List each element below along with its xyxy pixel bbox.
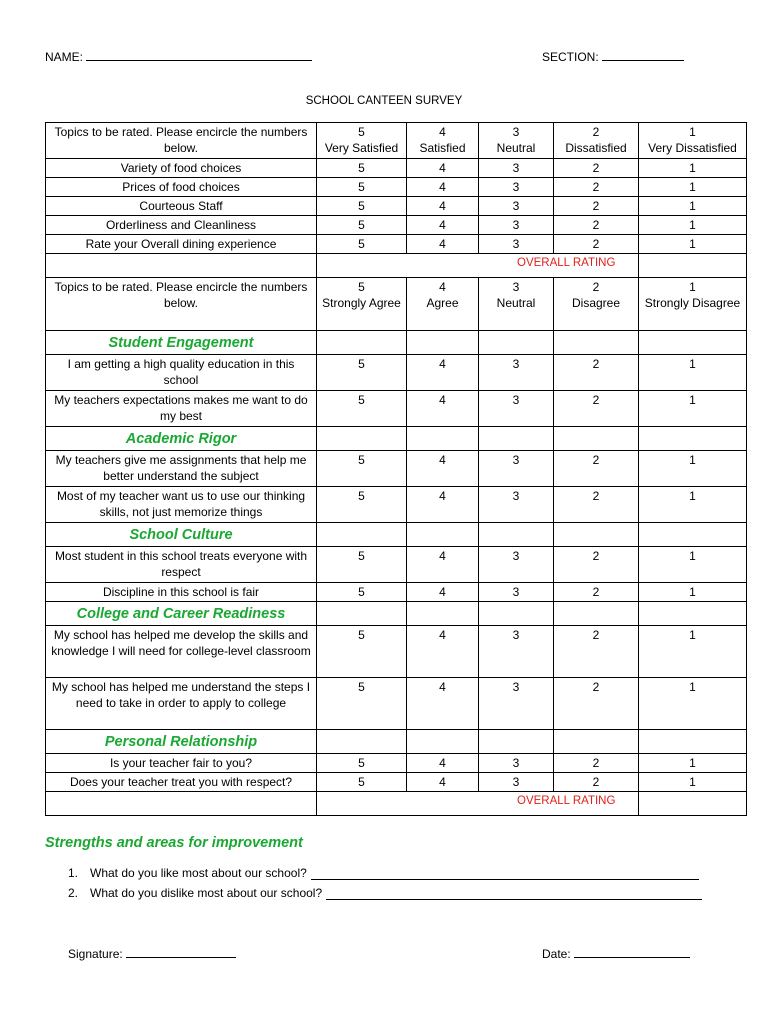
rating-option[interactable]: 5	[317, 678, 407, 730]
rating-option[interactable]: 1	[639, 583, 747, 602]
answer-line[interactable]	[311, 867, 699, 880]
rating-option[interactable]: 2	[554, 773, 639, 792]
scale-header-cell	[317, 123, 407, 159]
rating-option[interactable]: 2	[554, 487, 639, 523]
rating-option[interactable]: 3	[479, 391, 554, 427]
rating-option[interactable]: 3	[479, 197, 554, 216]
scale-label: Neutral	[496, 141, 536, 155]
scale-header-cell	[407, 278, 479, 331]
rating-option[interactable]: 1	[639, 235, 747, 254]
empty-cell	[479, 602, 554, 626]
rating-option[interactable]: 2	[554, 159, 639, 178]
section-row	[46, 730, 747, 754]
overall-spacer	[46, 792, 317, 816]
rating-option[interactable]: 5	[317, 159, 407, 178]
rating-option[interactable]: 3	[479, 626, 554, 678]
improvement-heading: Strengths and areas for improvement	[45, 835, 303, 851]
scale-number: 5	[358, 125, 365, 139]
rating-option[interactable]: 2	[554, 754, 639, 773]
rating-option[interactable]: 2	[554, 235, 639, 254]
topic-cell: Most student in this school treats everyone with respect	[46, 547, 317, 583]
overall-rating-row	[46, 792, 747, 816]
rating-option[interactable]: 4	[407, 216, 479, 235]
scale-number: 2	[592, 280, 600, 294]
rating-option[interactable]: 4	[407, 159, 479, 178]
rating-option[interactable]: 3	[479, 216, 554, 235]
rating-option[interactable]: 1	[639, 487, 747, 523]
rating-option[interactable]: 3	[479, 355, 554, 391]
rating-option[interactable]: 4	[407, 451, 479, 487]
empty-cell	[407, 427, 479, 451]
rating-option[interactable]: 4	[407, 773, 479, 792]
rating-option[interactable]: 2	[554, 547, 639, 583]
empty-cell	[554, 427, 639, 451]
empty-cell	[479, 427, 554, 451]
signature-label: Signature:	[68, 947, 123, 961]
rating-option[interactable]: 1	[639, 754, 747, 773]
rating-option[interactable]: 1	[639, 216, 747, 235]
table-row	[46, 235, 747, 254]
scale-number: 3	[512, 280, 520, 294]
scale-label: Neutral	[496, 296, 536, 310]
rating-option[interactable]: 1	[639, 197, 747, 216]
section-field-group	[542, 48, 684, 64]
topic-cell: Orderliness and Cleanliness	[46, 216, 317, 235]
empty-cell	[639, 730, 747, 754]
topic-cell: Discipline in this school is fair	[46, 583, 317, 602]
empty-cell	[317, 427, 407, 451]
scale-header-cell	[407, 123, 479, 159]
scale-header-cell	[554, 278, 639, 331]
empty-cell	[639, 331, 747, 355]
topic-cell: Prices of food choices	[46, 178, 317, 197]
rating-option[interactable]: 3	[479, 678, 554, 730]
section-title: School Culture	[46, 523, 317, 547]
scale-header-cell	[554, 123, 639, 159]
topic-cell: My teachers expectations makes me want to do my best	[46, 391, 317, 427]
scale-number: 1	[689, 280, 696, 294]
scale-label: Disagree	[571, 296, 621, 310]
rating-option[interactable]: 2	[554, 216, 639, 235]
date-field-group	[542, 945, 690, 961]
table-row	[46, 678, 747, 730]
section-row	[46, 602, 747, 626]
overall-rating-input[interactable]	[639, 254, 747, 278]
table-row	[46, 487, 747, 523]
rating-option[interactable]: 4	[407, 547, 479, 583]
rating-option[interactable]: 5	[317, 583, 407, 602]
overall-spacer	[46, 254, 317, 278]
rating-option[interactable]: 4	[407, 626, 479, 678]
section-title: College and Career Readiness	[46, 602, 317, 626]
rating-option[interactable]: 5	[317, 451, 407, 487]
scale-label: Dissatisfied	[565, 141, 627, 155]
section-title: Academic Rigor	[46, 427, 317, 451]
name-input-line[interactable]	[86, 48, 312, 61]
question-list-container	[68, 860, 728, 900]
table-row	[46, 451, 747, 487]
empty-cell	[407, 602, 479, 626]
rating-option[interactable]: 2	[554, 626, 639, 678]
scale-header-row	[46, 278, 747, 331]
topic-cell: My teachers give me assignments that help me better understand the subject	[46, 451, 317, 487]
empty-cell	[407, 523, 479, 547]
name-field-group	[45, 48, 312, 64]
scale-label: Very Dissatisfied	[648, 141, 737, 155]
rating-option[interactable]: 3	[479, 487, 554, 523]
rating-option[interactable]: 5	[317, 487, 407, 523]
rating-option[interactable]: 5	[317, 754, 407, 773]
scale-number: 4	[439, 125, 446, 139]
empty-cell	[317, 602, 407, 626]
scale-number: 4	[439, 280, 446, 294]
rating-option[interactable]: 4	[407, 355, 479, 391]
empty-cell	[317, 523, 407, 547]
date-label: Date:	[542, 947, 571, 961]
table-row	[46, 197, 747, 216]
empty-cell	[639, 523, 747, 547]
scale-number: 3	[512, 125, 520, 139]
question-list	[68, 860, 728, 900]
section-title: Personal Relationship	[46, 730, 317, 754]
rating-option[interactable]: 4	[407, 678, 479, 730]
rating-option[interactable]: 1	[639, 451, 747, 487]
topic-cell: Is your teacher fair to you?	[46, 754, 317, 773]
section-row	[46, 523, 747, 547]
page-title: SCHOOL CANTEEN SURVEY	[305, 95, 463, 107]
section-row	[46, 331, 747, 355]
section-title: Student Engagement	[46, 331, 317, 355]
scale-header-cell	[479, 123, 554, 159]
table-row	[46, 355, 747, 391]
rating-option[interactable]: 3	[479, 547, 554, 583]
rating-option[interactable]: 5	[317, 197, 407, 216]
empty-cell	[317, 331, 407, 355]
scale-label: Satisfied	[419, 141, 466, 155]
table-row	[46, 216, 747, 235]
topic-cell: Variety of food choices	[46, 159, 317, 178]
section-label: SECTION:	[542, 50, 599, 64]
topic-cell: I am getting a high quality education in this school	[46, 355, 317, 391]
empty-cell	[479, 730, 554, 754]
rating-option[interactable]: 2	[554, 391, 639, 427]
table-row	[46, 773, 747, 792]
topic-cell: Rate your Overall dining experience	[46, 235, 317, 254]
rating-option[interactable]: 2	[554, 197, 639, 216]
rating-option[interactable]: 3	[479, 235, 554, 254]
rating-option[interactable]: 4	[407, 197, 479, 216]
question-number: 2.	[68, 886, 79, 900]
table-row	[46, 583, 747, 602]
scale-label: Strongly Agree	[322, 296, 401, 310]
overall-rating-label: OVERALL RATING	[317, 254, 639, 278]
table-row	[46, 159, 747, 178]
topic-cell: Courteous Staff	[46, 197, 317, 216]
signature-input-line[interactable]	[126, 945, 236, 958]
scale-number: 2	[592, 125, 600, 139]
topic-cell: Does your teacher treat you with respect?	[46, 773, 317, 792]
rating-option[interactable]: 5	[317, 391, 407, 427]
rating-option[interactable]: 4	[407, 235, 479, 254]
table-row	[46, 391, 747, 427]
rating-option[interactable]: 3	[479, 178, 554, 197]
rating-option[interactable]: 4	[407, 754, 479, 773]
scale-number: 5	[358, 280, 365, 294]
rating-option[interactable]: 2	[554, 178, 639, 197]
scale-header-cell	[639, 278, 747, 331]
empty-cell	[407, 730, 479, 754]
rating-option[interactable]: 1	[639, 391, 747, 427]
rating-option[interactable]: 3	[479, 754, 554, 773]
rating-option[interactable]: 1	[639, 178, 747, 197]
rating-option[interactable]: 1	[639, 773, 747, 792]
rating-option[interactable]: 2	[554, 583, 639, 602]
question-number: 1.	[68, 866, 79, 880]
table-row	[46, 547, 747, 583]
table-row	[46, 754, 747, 773]
rating-option[interactable]: 5	[317, 355, 407, 391]
rating-option[interactable]: 5	[317, 626, 407, 678]
question-text: What do you dislike most about our school?	[90, 886, 323, 900]
scale-label: Very Satisfied	[324, 141, 399, 155]
topic-cell: My school has helped me understand the steps I need to take in order to apply to college	[46, 678, 317, 730]
rating-option[interactable]: 5	[317, 216, 407, 235]
scale-label: Agree	[426, 296, 459, 310]
question-item	[68, 860, 728, 880]
table-row	[46, 178, 747, 197]
topic-header: Topics to be rated. Please encircle the numbers below.	[46, 278, 317, 331]
overall-rating-input[interactable]	[639, 792, 747, 816]
rating-option[interactable]: 1	[639, 678, 747, 730]
overall-rating-label: OVERALL RATING	[317, 792, 639, 816]
empty-cell	[479, 331, 554, 355]
topic-cell: My school has helped me develop the skills and knowledge I will need for college-level classroom	[46, 626, 317, 678]
rating-option[interactable]: 2	[554, 678, 639, 730]
name-label: NAME:	[45, 50, 84, 64]
rating-option[interactable]: 5	[317, 235, 407, 254]
empty-cell	[554, 730, 639, 754]
survey-table	[45, 122, 747, 816]
rating-option[interactable]: 3	[479, 159, 554, 178]
empty-cell	[317, 730, 407, 754]
rating-option[interactable]: 4	[407, 583, 479, 602]
rating-option[interactable]: 2	[554, 451, 639, 487]
date-input-line[interactable]	[574, 945, 690, 958]
rating-option[interactable]: 5	[317, 178, 407, 197]
scale-label: Strongly Disagree	[644, 296, 741, 310]
rating-option[interactable]: 5	[317, 547, 407, 583]
section-input-line[interactable]	[602, 48, 684, 61]
empty-cell	[554, 523, 639, 547]
scale-number: 1	[689, 125, 696, 139]
rating-option[interactable]: 2	[554, 355, 639, 391]
scale-header-cell	[639, 123, 747, 159]
rating-option[interactable]: 1	[639, 159, 747, 178]
overall-rating-row	[46, 254, 747, 278]
rating-option[interactable]: 4	[407, 487, 479, 523]
rating-option[interactable]: 4	[407, 178, 479, 197]
scale-header-row	[46, 123, 747, 159]
rating-option[interactable]: 3	[479, 451, 554, 487]
question-text: What do you like most about our school?	[90, 866, 307, 880]
rating-option[interactable]: 3	[479, 583, 554, 602]
rating-option[interactable]: 3	[479, 773, 554, 792]
empty-cell	[407, 331, 479, 355]
empty-cell	[554, 602, 639, 626]
topic-cell: Most of my teacher want us to use our thinking skills, not just memorize things	[46, 487, 317, 523]
topic-header: Topics to be rated. Please encircle the numbers below.	[46, 123, 317, 159]
question-item	[68, 880, 728, 900]
empty-cell	[639, 602, 747, 626]
rating-option[interactable]: 4	[407, 391, 479, 427]
answer-line[interactable]	[326, 887, 702, 900]
section-row	[46, 427, 747, 451]
empty-cell	[554, 331, 639, 355]
rating-option[interactable]: 1	[639, 626, 747, 678]
rating-option[interactable]: 1	[639, 355, 747, 391]
scale-header-cell	[317, 278, 407, 331]
empty-cell	[479, 523, 554, 547]
rating-option[interactable]: 1	[639, 547, 747, 583]
rating-option[interactable]: 5	[317, 773, 407, 792]
signature-field-group	[68, 945, 236, 961]
scale-header-cell	[479, 278, 554, 331]
table-row	[46, 626, 747, 678]
empty-cell	[639, 427, 747, 451]
